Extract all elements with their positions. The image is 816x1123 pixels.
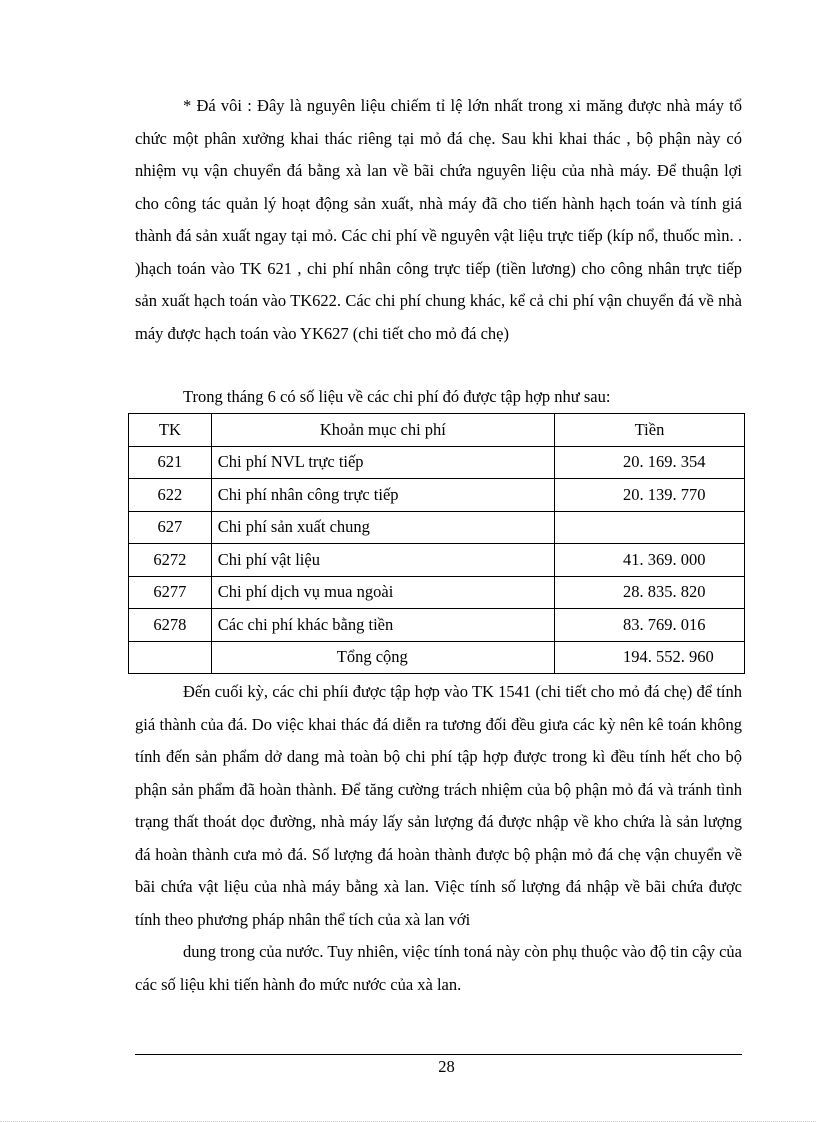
paragraph-period-end: Đến cuối kỳ, các chi phíi được tập hợp vào TK 1541 (chi tiết cho mỏ đá chẹ) để tính giá thành của đá. Do việc khai thác đá diễn ra tương đối đều giưa các kỳ nên kê toán không tính đến sản phẩm dở dang mà toàn bộ chi phí tập hợp được trong kì đều tính hết cho bộ phận sản phẩm đã hoàn thành. Để tăng cường trách nhiệm của bộ phận mỏ đá và tránh tình trạng thất thoát dọc đường, nhà máy lấy sản lượng đá được nhập về kho chứa là sản lượng đá hoàn thành cưa mỏ đá. Số lượng đá hoàn thành được bộ phận mỏ đá chẹ vận chuyển về bãi chứa vật liệu của nhà máy bằng xà lan. Việc tính số lượng đá nhập về bãi chứa được tính theo phương pháp nhân thể tích của xà lan với bbox=[135, 682, 742, 929]
cell-amount bbox=[555, 511, 745, 544]
table-row bbox=[129, 576, 745, 609]
total-label: Tổng cộng bbox=[211, 641, 554, 674]
footer-divider bbox=[135, 1054, 742, 1055]
paragraph-reliability: dung trong của nước. Tuy nhiên, việc tính toná này còn phụ thuộc vào độ tin cậy của các số liệu khi tiến hành đo mức nước của xà lan. bbox=[135, 942, 742, 994]
cell-tk: 621 bbox=[129, 446, 212, 479]
cost-table bbox=[128, 413, 745, 674]
cell-item: Chi phí dịch vụ mua ngoài bbox=[211, 576, 554, 609]
cell-amount: 20. 139. 770 bbox=[555, 479, 745, 512]
table-total-row bbox=[129, 641, 745, 674]
cell-item: Chi phí nhân công trực tiếp bbox=[211, 479, 554, 512]
paragraph-limestone: * Đá vôi : Đây là nguyên liệu chiếm tỉ lệ lớn nhất trong xi măng được nhà máy tổ chức một phân xưởng khai thác riêng tại mỏ đá chẹ. Sau khi khai thác , bộ phận này có nhiệm vụ vận chuyển đá bằng xà lan về bãi chứa nguyên liệu của nhà máy. Để thuận lợi cho công tác quản lý hoạt động sản xuất, nhà máy đã cho tiến hành hạch toán và tính giá thành đá sản xuất ngay tại mỏ. Các chi phí về nguyên vật liệu trực tiếp (kíp nổ, thuốc mìn. . )hạch toán vào TK 621 , chi phí nhân công trực tiếp (tiền lương) cho công nhân trực tiếp sản xuất hạch toán vào TK622. Các chi phí chung khác, kể cả chi phí vận chuyển đá về nhà máy được hạch toán vào YK627 (chi tiết cho mỏ đá chẹ) bbox=[135, 96, 742, 343]
table-row bbox=[129, 511, 745, 544]
table-row bbox=[129, 609, 745, 642]
table-row bbox=[129, 544, 745, 577]
total-amount: 194. 552. 960 bbox=[555, 641, 745, 674]
table-intro-text: Trong tháng 6 có số liệu về các chi phí đó được tập hợp như sau: bbox=[183, 387, 611, 406]
cell-item: Chi phí vật liệu bbox=[211, 544, 554, 577]
cell-amount: 41. 369. 000 bbox=[555, 544, 745, 577]
cell-item: Các chi phí khác bằng tiền bbox=[211, 609, 554, 642]
body-text-bottom bbox=[135, 676, 742, 1001]
cell-amount: 20. 169. 354 bbox=[555, 446, 745, 479]
cell-tk-empty bbox=[129, 641, 212, 674]
cell-amount: 83. 769. 016 bbox=[555, 609, 745, 642]
header-tk: TK bbox=[129, 414, 212, 447]
table-header-row bbox=[129, 414, 745, 447]
cell-tk: 6272 bbox=[129, 544, 212, 577]
page-number: 28 bbox=[438, 1057, 455, 1076]
cell-item: Chi phí sản xuất chung bbox=[211, 511, 554, 544]
header-amount: Tiền bbox=[555, 414, 745, 447]
table-row bbox=[129, 479, 745, 512]
cell-amount: 28. 835. 820 bbox=[555, 576, 745, 609]
cell-tk: 627 bbox=[129, 511, 212, 544]
header-item: Khoản mục chi phí bbox=[211, 414, 554, 447]
page-bottom-edge bbox=[0, 1121, 816, 1122]
cell-tk: 622 bbox=[129, 479, 212, 512]
body-text-top bbox=[135, 90, 742, 350]
table-row bbox=[129, 446, 745, 479]
cell-item: Chi phí NVL trực tiếp bbox=[211, 446, 554, 479]
cell-tk: 6278 bbox=[129, 609, 212, 642]
cell-tk: 6277 bbox=[129, 576, 212, 609]
